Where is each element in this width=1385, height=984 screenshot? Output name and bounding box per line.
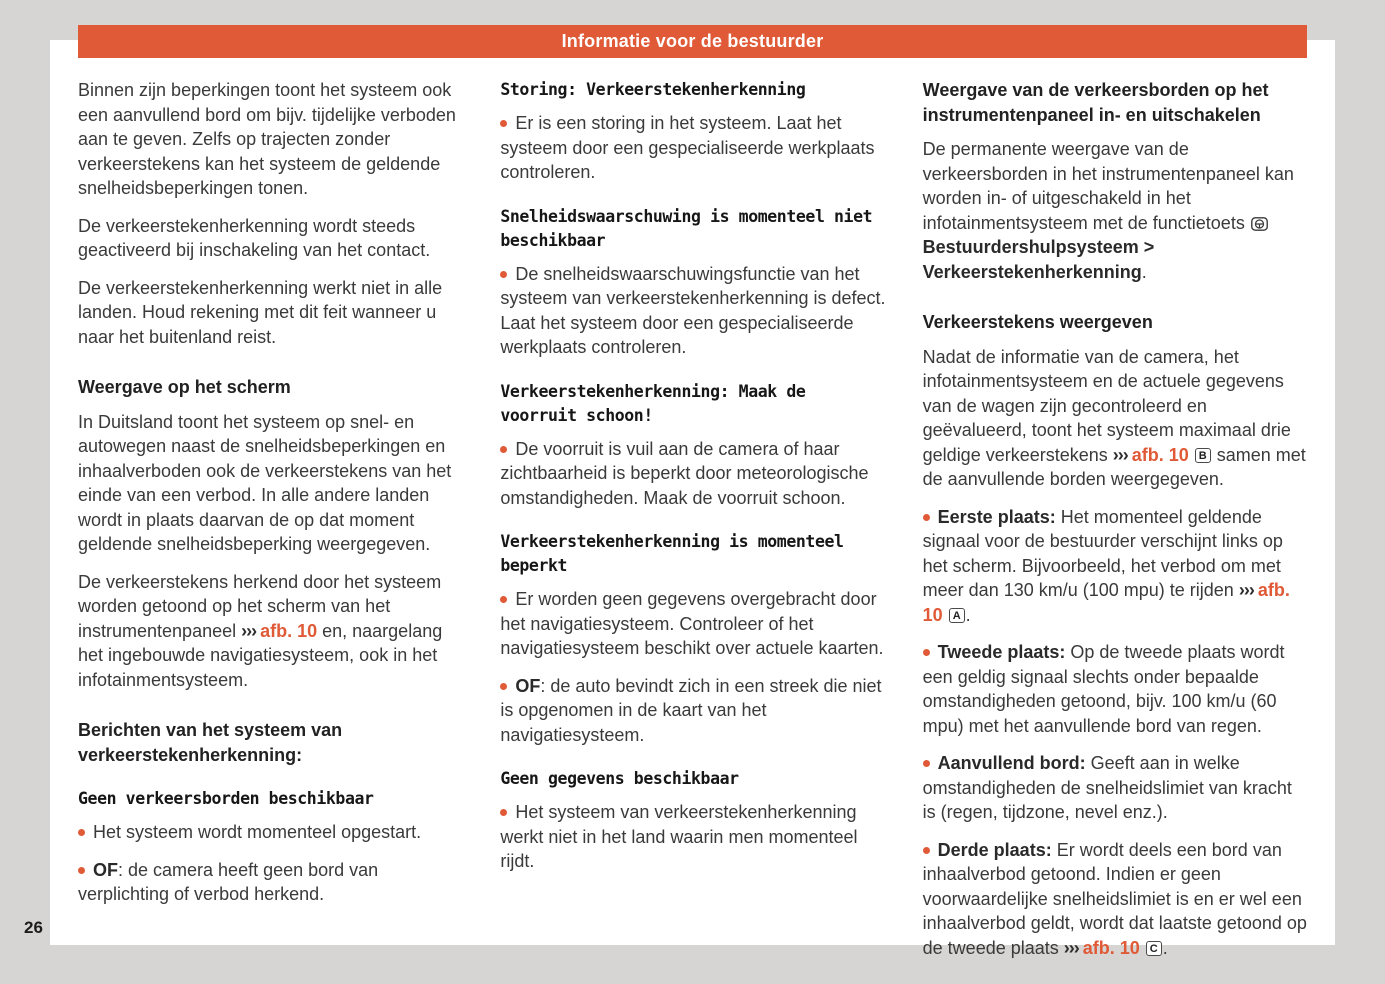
text-segment: OF [93,859,118,880]
text-segment: . [965,604,971,625]
text-segment: Snelheidswaarschuwing is momenteel niet beschikbaar [500,206,873,250]
figure-reference: afb. 10 [1131,444,1189,465]
text-segment: De verkeerstekenherkenning werkt niet in alle landen. Houd rekening met dit feit wanneer u naar het buitenland reist. [78,277,443,347]
bullet-item [78,858,464,907]
text-segment: De voorruit is vuil aan de camera of haar zichtbaarheid is beperkt door meteorologische omstandigheden. Maak de voorruit schoon. [500,438,869,508]
text-segment: . [1141,261,1147,282]
system-message-heading [500,78,886,102]
text-segment: De permanente weergave van de verkeersborden in het instrumentenpaneel kan worden in- of uitgeschakeld in het infotainmentsysteem met de functietoets [922,139,1294,233]
text-segment: Weergave van de verkeersborden op het instrumentenpaneel in- en uitschakelen [922,80,1269,125]
text-segment: . [1162,937,1168,958]
bullet-icon [500,271,507,278]
bullet-icon [500,809,507,816]
reference-arrows: ››› [1112,444,1132,465]
driver-assist-function-key-icon [1251,211,1268,236]
bullet-item [923,640,1309,738]
page-number: 26 [24,918,43,937]
system-message-heading [78,787,464,811]
text-column-1 [78,78,464,973]
page-header-bar [78,25,1307,58]
paragraph [923,345,1309,492]
text-segment: : de camera heeft geen bord van verplichting of verbod herkend. [78,859,379,904]
paragraph [78,276,464,350]
text-segment: Binnen zijn beperkingen toont het systeem ook een aanvullend bord om bijv. tijdelijke verboden aan te geven. Zelfs op trajecten zonder verkeerstekens kan het systeem de geldende snelheidsbeperkingen tonen. [78,80,456,198]
page-content [78,78,1309,973]
bullet-icon [923,649,930,656]
text-segment: Geen gegevens beschikbaar [500,769,739,788]
bullet-icon [500,446,507,453]
text-segment: In Duitsland toont het systeem op snel- en autowegen naast de snelheidsbeperkingen en inhaalverboden ook de verkeerstekens van het einde van een verbod. In alle andere landen wordt in plaats daarvan de op dat moment geldende snelheidsbeperking weergegeven. [78,411,452,554]
bullet-icon [923,760,930,767]
section-heading [78,718,464,767]
text-segment: Er is een storing in het systeem. Laat het systeem door een gespecialiseerde werkplaats controleren. [500,113,875,182]
reference-arrows: ››› [241,620,261,641]
bullet-icon [500,683,507,690]
text-segment: en, naargelang het ingebouwde navigatiesysteem, ook in het infotainmentsysteem. [78,620,443,690]
text-segment: samen met de aanvullende borden weergegeven. [922,444,1306,489]
page-header-title: Informatie voor de bestuurder [561,31,824,51]
reference-arrows: ››› [1063,937,1083,958]
text-segment: : de auto bevindt zich in een streek die niet is opgenomen in de kaart van het navigatiesysteem. [500,675,882,745]
figure-key-label: C [1146,941,1162,956]
figure-key-label: A [949,608,965,623]
bullet-icon [500,120,507,127]
paragraph [923,137,1309,284]
text-column-2 [500,78,886,973]
figure-key-label: B [1195,448,1211,463]
bullet-item [78,820,464,845]
bullet-item [500,674,886,748]
text-segment: Aanvullend bord: [937,753,1086,773]
text-segment: Storing: Verkeerstekenherkenning [500,80,806,99]
text-segment [1140,938,1145,958]
text-segment: De verkeerstekens herkend door het systeem worden getoond op het scherm van het instrumentenpaneel [78,571,442,641]
text-segment: Bestuurdershulpsysteem > Verkeerstekenherkenning [922,237,1155,282]
text-segment: Weergave op het scherm [78,377,291,397]
bullet-icon [500,596,507,603]
bullet-item [923,505,1309,628]
system-message-heading [500,380,886,428]
system-message-heading [500,205,886,253]
bullet-item [500,437,886,511]
text-segment: Het systeem wordt momenteel opgestart. [93,822,422,842]
text-segment: Geeft aan in welke omstandigheden de snelheidslimiet van kracht is (regen, tijdzone, nevel enz.). [922,753,1292,822]
text-segment: Verkeerstekenherkenning is momenteel beperkt [500,532,844,575]
text-segment [1189,445,1194,465]
text-segment: Er worden geen gegevens overgebracht door het navigatiesysteem. Controleer of het navigatiesysteem beschikt over actuele kaarten. [500,589,884,658]
paragraph [78,214,464,263]
text-segment: De verkeerstekenherkenning wordt steeds geactiveerd bij inschakeling van het contact. [78,215,431,260]
text-segment: Het momenteel geldende signaal voor de bestuurder verschijnt links op het scherm. Bijvoorbeeld, het verbod om met meer dan 130 km/u (100 mpu) te rijden [922,506,1283,600]
bullet-item [500,262,886,360]
paragraph [78,78,464,201]
section-heading [923,310,1309,335]
bullet-item [923,751,1309,825]
section-heading [78,375,464,400]
bullet-item [500,111,886,185]
text-segment: Het systeem van verkeerstekenherkenning werkt niet in het land waarin men momenteel rijdt. [500,802,858,871]
text-segment: Op de tweede plaats wordt een geldig signaal slechts onder bepaalde omstandigheden getoond, bijv. 100 km/u (60 mpu) met het aanvullende bord van regen. [922,642,1285,736]
figure-reference: afb. 10 [260,620,318,641]
text-segment: De snelheidswaarschuwingsfunctie van het systeem van verkeerstekenherkenning is defect. Laat het systeem door een gespecialiseerde werkplaats controleren. [500,263,886,357]
text-segment: Derde plaats: [937,839,1052,860]
text-segment: Eerste plaats: [937,506,1056,527]
text-segment: Tweede plaats: [937,642,1066,662]
manual-page [50,31,1335,958]
bullet-icon [923,847,930,854]
bullet-item [500,587,886,661]
section-heading [923,78,1309,127]
text-segment: Verkeerstekens weergeven [922,312,1153,332]
text-segment: Verkeerstekenherkenning: Maak de voorruit schoon! [500,381,806,425]
paragraph [78,410,464,557]
figure-reference: afb. 10 [922,580,1290,625]
bullet-item [500,800,886,874]
text-segment: OF [515,675,541,696]
text-segment: Geen verkeersborden beschikbaar [78,789,374,808]
text-segment: Nadat de informatie van de camera, het infotainmentsysteem en de actuele gegevens van de wagen zijn gecontroleerd en geëvalueerd, toont het systeem maximaal drie geldige verkeerstekens [922,346,1291,465]
system-message-heading [500,530,886,578]
bullet-icon [923,514,930,521]
text-segment: Berichten van het systeem van verkeerstekenherkenning: [78,720,343,765]
text-segment: Er wordt deels een bord van inhaalverbod getoond. Indien er geen voorwaardelijke snelheidslimiet is en er wel een inhaalverbod geldt, wordt dat laatste getoond op de tweede plaats [922,839,1307,958]
bullet-icon [78,867,85,874]
reference-arrows: ››› [1238,580,1258,600]
bullet-icon [78,829,85,836]
system-message-heading [500,767,886,791]
text-column-3 [923,78,1309,973]
figure-reference: afb. 10 [1082,937,1140,958]
bullet-item [923,838,1309,961]
paragraph [78,570,464,693]
text-segment [943,605,948,625]
